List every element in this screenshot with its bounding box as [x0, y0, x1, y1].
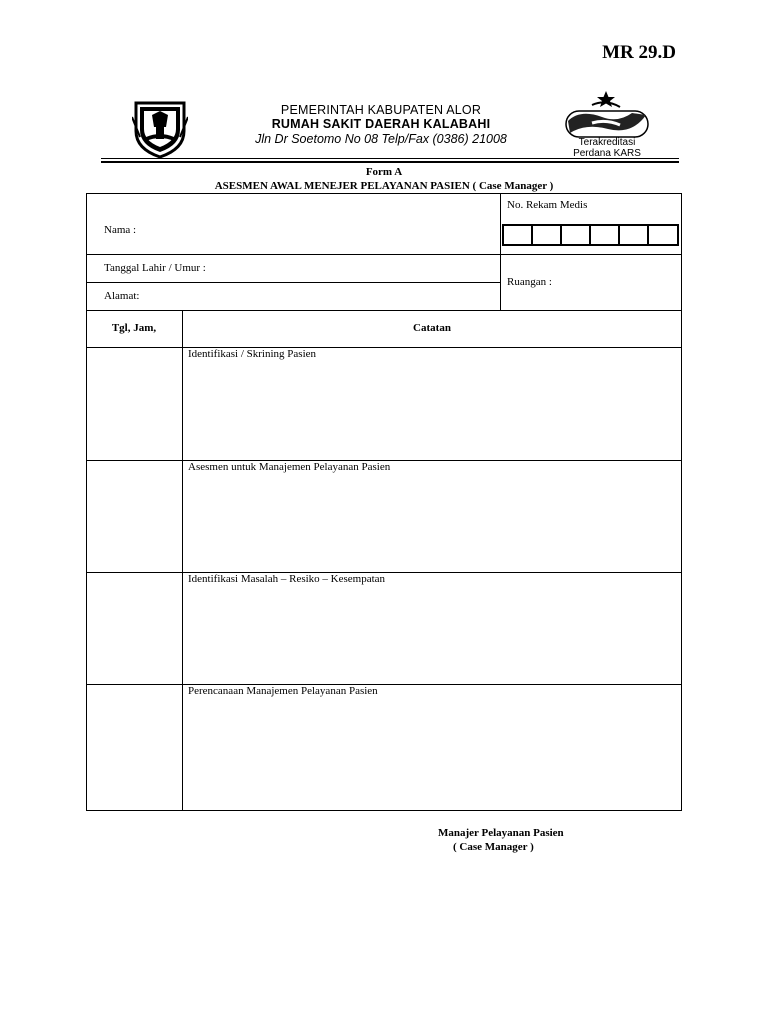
section-perencanaan-manajemen: Perencanaan Manajemen Pelayanan Pasien [188, 685, 378, 697]
section-identifikasi-skrining: Identifikasi / Skrining Pasien [188, 348, 317, 360]
regency-emblem-logo [132, 97, 188, 159]
rekam-medis-box-divider [560, 226, 562, 244]
kars-accreditation-logo [562, 89, 652, 141]
form-code: MR 29.D [602, 42, 676, 63]
patient-info-box [86, 193, 682, 311]
ruangan-label: Ruangan : [507, 276, 552, 288]
notes-table-column-divider [182, 310, 183, 811]
section-asesmen-manajemen-field[interactable] [184, 475, 680, 571]
form-title: Form A [365, 166, 403, 178]
nama-field[interactable] [150, 216, 490, 246]
section-asesmen-manajemen: Asesmen untuk Manajemen Pelayanan Pasien [188, 461, 391, 473]
section-divider [86, 684, 682, 685]
accreditation-line-2: Perdana KARS [573, 148, 641, 159]
header-address: Jln Dr Soetomo No 08 Telp/Fax (0386) 21008 [255, 132, 507, 146]
rekam-medis-box-divider [618, 226, 620, 244]
column-header-catatan: Catatan [413, 322, 451, 334]
rekam-medis-box-divider [531, 226, 533, 244]
rekam-medis-digit-boxes[interactable] [502, 224, 679, 246]
patient-info-divider-row1 [86, 254, 682, 255]
header-government: PEMERINTAH KABUPATEN ALOR [280, 103, 482, 117]
section-identifikasi-skrining-field[interactable] [184, 362, 680, 458]
header-hospital-name: RUMAH SAKIT DAERAH KALABAHI [271, 117, 491, 131]
form-subtitle: ASESMEN AWAL MENEJER PELAYANAN PASIEN ( Case Manager ) [214, 180, 554, 192]
signature-title: Manajer Pelayanan Pasien [438, 827, 564, 839]
accreditation-text [568, 137, 646, 159]
patient-info-divider-row2 [86, 282, 500, 283]
rekam-medis-label: No. Rekam Medis [507, 199, 588, 211]
section-identifikasi-masalah: Identifikasi Masalah – Resiko – Kesempatan [188, 573, 386, 585]
header-divider-thin [101, 158, 679, 159]
tanggal-lahir-label: Tanggal Lahir / Umur : [104, 262, 206, 274]
signature-subtitle: ( Case Manager ) [453, 841, 534, 853]
header-divider-thick [101, 161, 679, 163]
section-identifikasi-masalah-field[interactable] [184, 587, 680, 683]
column-header-tgl-jam: Tgl, Jam, [111, 322, 157, 334]
nama-label: Nama : [104, 224, 137, 236]
rekam-medis-box-divider [647, 226, 649, 244]
accreditation-line-1: Terakreditasi [578, 137, 636, 148]
rekam-medis-box-divider [589, 226, 591, 244]
section-perencanaan-manajemen-field[interactable] [184, 699, 680, 809]
patient-info-divider-vertical [500, 193, 501, 311]
alamat-label: Alamat: [104, 290, 140, 302]
notes-table-header-divider [86, 347, 682, 348]
